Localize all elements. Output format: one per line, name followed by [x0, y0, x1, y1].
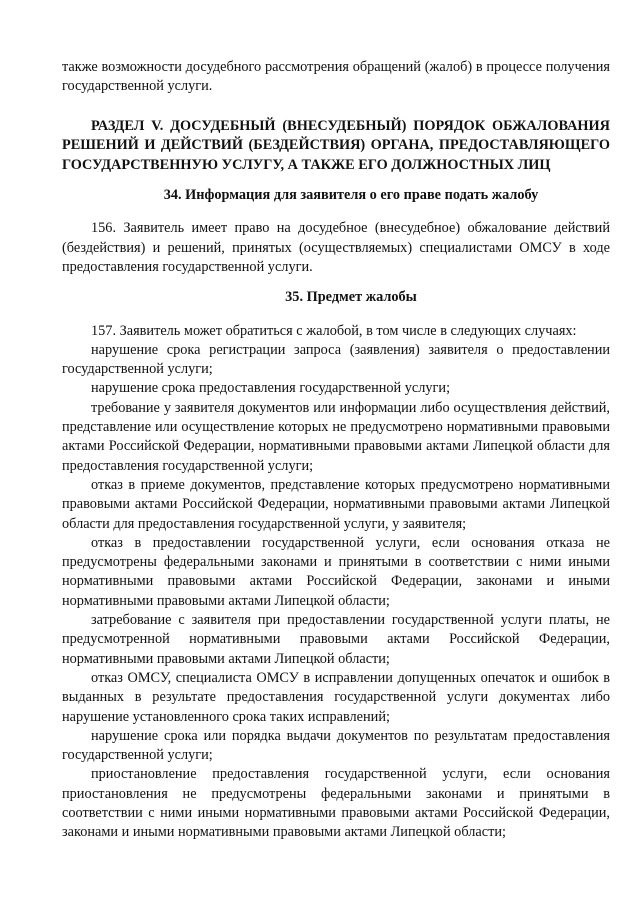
section-title: РАЗДЕЛ V. ДОСУДЕБНЫЙ (ВНЕСУДЕБНЫЙ) ПОРЯДОК ОБЖАЛОВАНИЯ РЕШЕНИЙ И ДЕЙСТВИЙ (БЕЗДЕЙСТВИЯ) ОРГАНА, ПРЕДОСТАВЛЯЮЩЕГО ГОСУДАРСТВЕННУЮ УСЛУГУ, А ТАКЖЕ ЕГО ДОЛЖНОСТНЫХ ЛИЦ: [62, 117, 610, 173]
complaint-case-item: отказ в приеме документов, представление которых предусмотрено нормативными правовыми актами Российской Федерации, нормативными правовыми актами Липецкой области для предоставления государственной услуги, у заявителя;: [62, 476, 610, 532]
complaint-case-item: отказ ОМСУ, специалиста ОМСУ в исправлении допущенных опечаток и ошибок в выданных в результате предоставления государственной услуги документах либо нарушение установленного срока таких исправлений;: [62, 669, 610, 725]
complaint-case-item: нарушение срока предоставления государственной услуги;: [91, 380, 451, 397]
complaint-case-item: нарушение срока регистрации запроса (заявления) заявителя о предоставлении государственной услуги;: [62, 341, 610, 378]
complaint-case-item: затребование с заявителя при предоставлении государственной услуги платы, не предусмотренной нормативными правовыми актами Российской Федерации, нормативными правовыми актами Липецкой области;: [62, 612, 610, 667]
complaint-case-item: нарушение срока или порядка выдачи документов по результатам предоставления государственной услуги;: [62, 727, 610, 764]
complaint-case-item: требование у заявителя документов или информации либо осуществления действий, представление или осуществление которых не предусмотрено нормативными правовыми актами Российской Федерации, нормативными правовыми актами Липецкой области для предоставления государственной услуги;: [62, 399, 610, 474]
document-page: [62, 58, 610, 843]
complaint-case-item: отказ в предоставлении государственной услуги, если основания отказа не предусмотрены федеральными законами и принятыми в соответствии с ними иными нормативными правовыми актами Российской Федерации, законами и иными нормативными правовыми актами Липецкой области;: [62, 534, 610, 609]
intro-paragraph-tail: также возможности досудебного рассмотрения обращений (жалоб) в процессе получения государственной услуги.: [62, 59, 610, 95]
paragraph-156: 156. Заявитель имеет право на досудебное (внесудебное) обжалование действий (бездействия) и решений, принятых (осуществляемых) специалистами ОМСУ в ходе предоставления государственной услуги.: [62, 220, 610, 275]
complaint-case-item: приостановление предоставления государственной услуги, если основания приостановления не предусмотрены федеральными законами и принятыми в соответствии с ними иными нормативными правовыми актами Российской Федерации, законами и иными нормативными правовыми актами Липецкой области;: [62, 766, 610, 841]
paragraph-157: 157. Заявитель может обратиться с жалобой, в том числе в следующих случаях:: [91, 322, 577, 339]
subsection-35-title: 35. Предмет жалобы: [285, 289, 417, 306]
subsection-34-title: 34. Информация для заявителя о его праве подать жалобу: [163, 187, 539, 204]
